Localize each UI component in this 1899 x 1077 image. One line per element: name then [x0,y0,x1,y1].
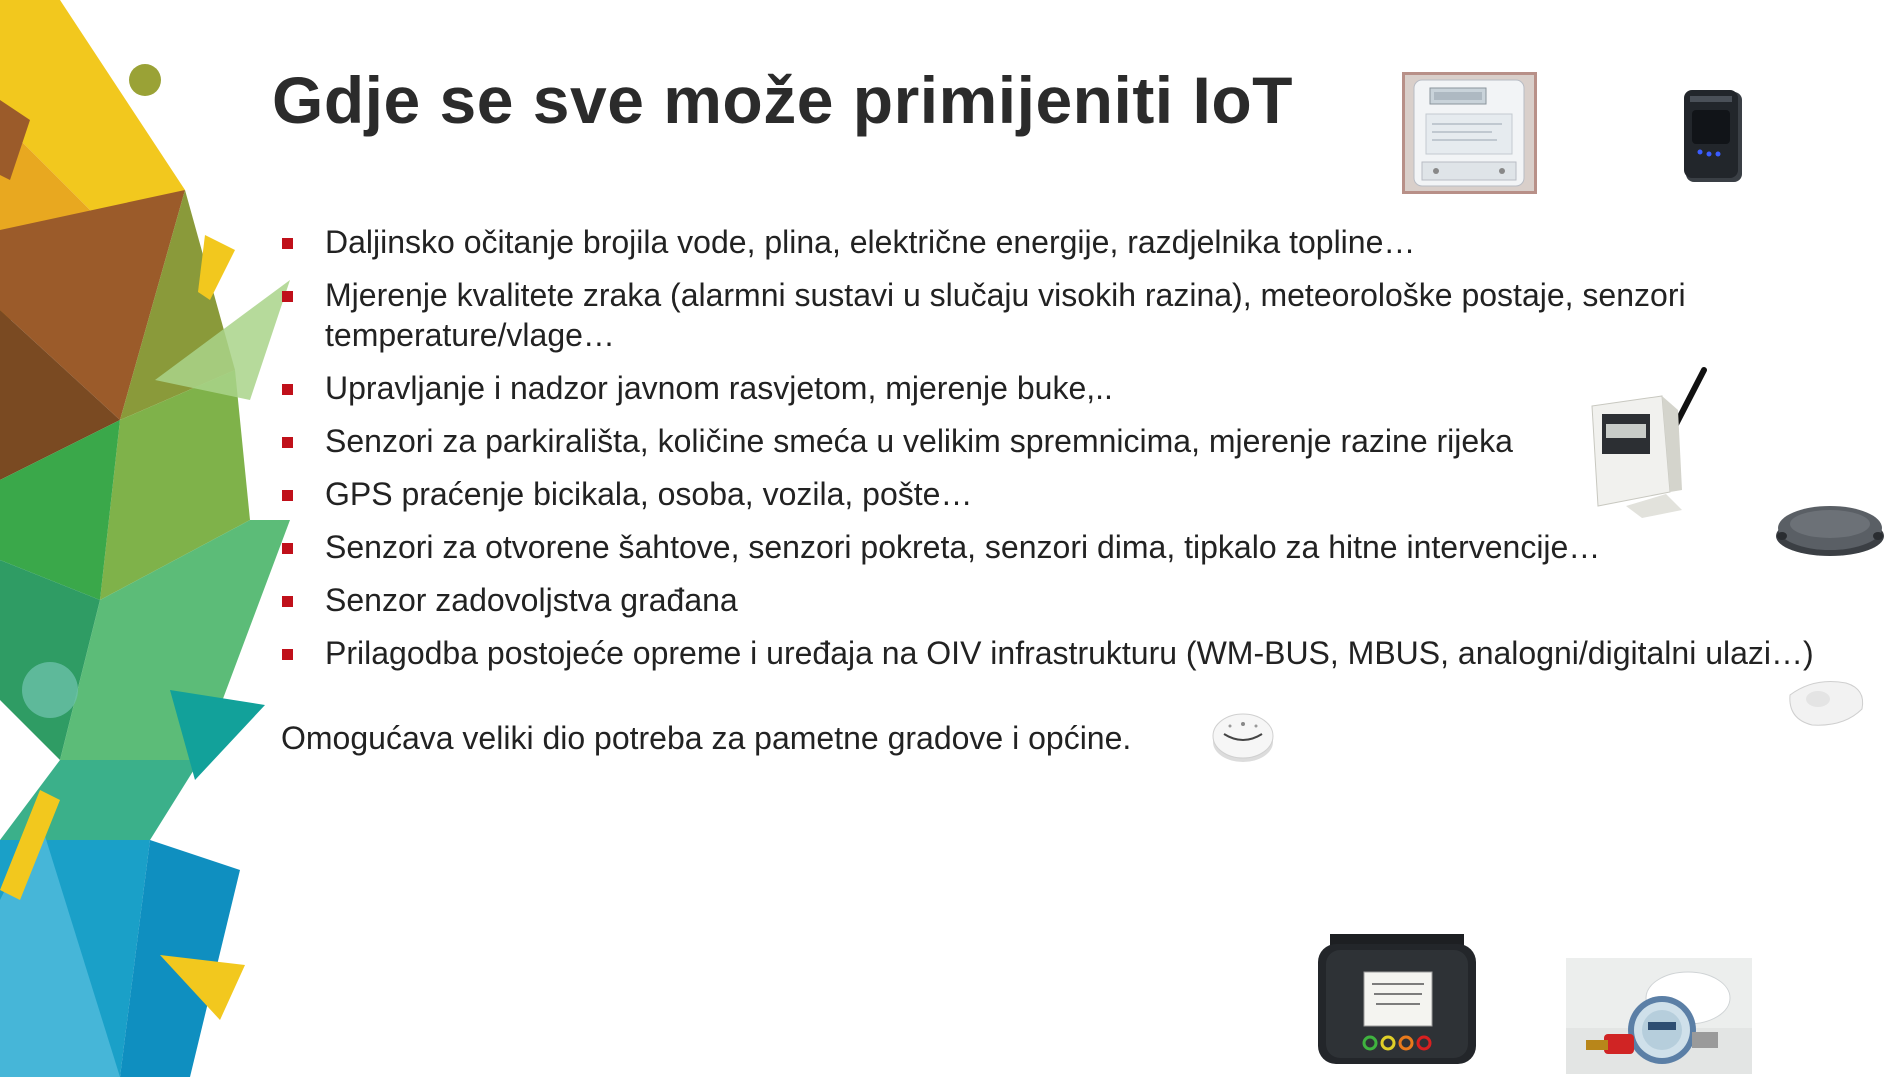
bullet-item [280,580,1895,620]
bullet-item [280,633,1895,673]
bullet-text: Senzori za otvorene šahtove, senzori pokreta, senzori dima, tipkalo za hitne intervencije… [325,529,1601,565]
square-bullet-icon [282,291,293,302]
electricity-meter-icon [1402,72,1537,194]
bullet-text: Prilagodba postojeće opreme i uređaja na OIV infrastrukturu (WM-BUS, MBUS, analogni/digitalni ulazi…) [325,635,1814,671]
slide-title: Gdje se sve može primijeniti IoT [272,63,1293,137]
water-meter-icon [1566,958,1752,1074]
square-bullet-icon [282,596,293,607]
motion-sensor-icon [1784,675,1868,731]
bullet-text: Upravljanje i nadzor javnom rasvjetom, mjerenje buke,.. [325,370,1113,406]
square-bullet-icon [282,543,293,554]
square-bullet-icon [282,649,293,660]
bullet-item [280,222,1895,262]
gps-tracker-icon [1680,88,1746,186]
bullet-text: GPS praćenje bicikala, osoba, vozila, pošte… [325,476,973,512]
square-bullet-icon [282,437,293,448]
square-bullet-icon [282,238,293,249]
bullet-item [280,275,1825,355]
smoke-detector-icon [1210,708,1276,766]
bullet-text: Daljinsko očitanje brojila vode, plina, električne energije, razdjelnika topline… [325,224,1416,260]
bullet-item [280,527,1895,567]
square-bullet-icon [282,384,293,395]
bullet-text: Senzori za parkirališta, količine smeća u velikim spremnicima, mjerenje razine rijeka [325,423,1513,459]
wireless-sensor-icon [1586,366,1716,518]
bullet-text: Senzor zadovoljstva građana [325,582,738,618]
square-bullet-icon [282,490,293,501]
parking-sensor-icon [1774,500,1886,560]
bullet-text: Mjerenje kvalitete zraka (alarmni sustavi u slučaju visokih razina), meteorološke postaje, senzori temperature/vlage… [325,277,1686,353]
feedback-terminal-icon [1312,928,1482,1070]
decorative-shapes [0,0,310,1077]
footer-statement: Omogućava veliki dio potreba za pametne gradove i općine. [281,720,1132,756]
